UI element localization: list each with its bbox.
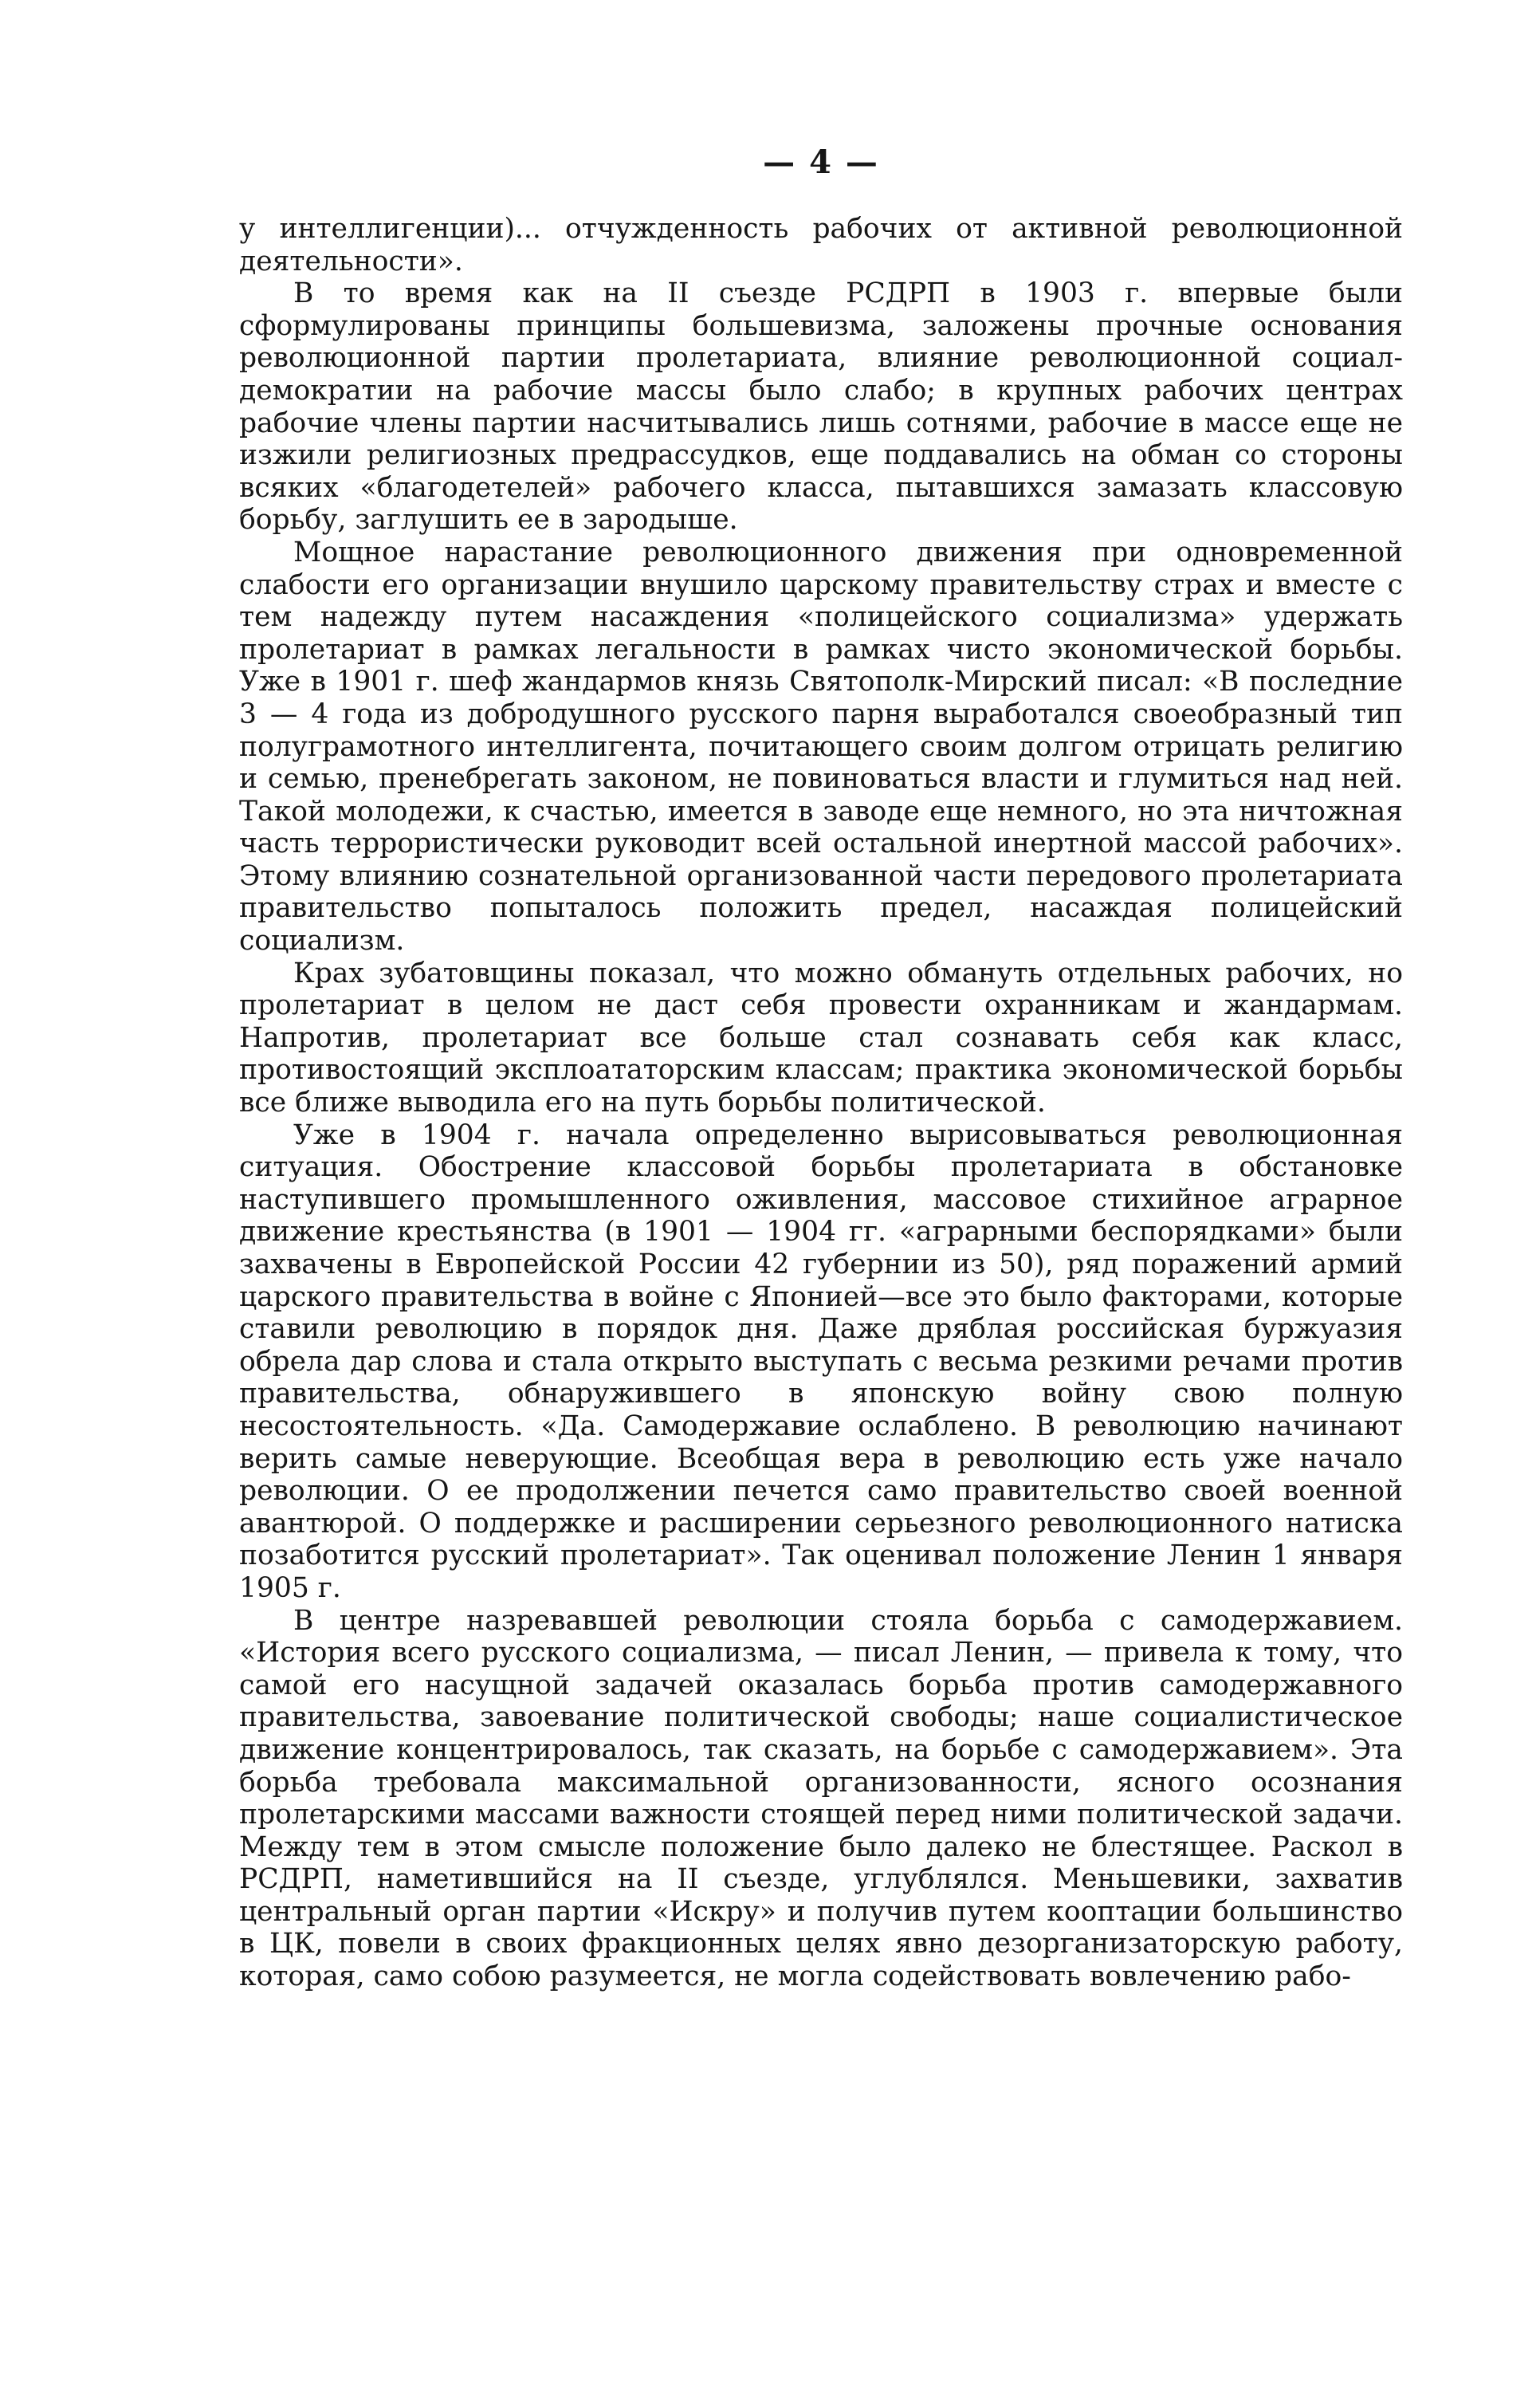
paragraph-second-congress: В то время как на II съезде РСДРП в 1903 г. впервые были сформулированы принципы большевизма, заложены прочные основания революционной партии пролетариата, влияние революционной социал-демократии на рабочие массы было слабо; в крупных рабочих центрах рабочие члены партии насчитывались лишь сотнями, рабочие в массе еще не изжили религиозных предрассудков, еще поддавались на обман со стороны всяких «благодетелей» рабочего класса, пытавшихся замазать классовую борьбу, заглушить ее в зародыше. bbox=[239, 277, 1403, 537]
document-page bbox=[239, 144, 1403, 1993]
paragraph-revolutionary-situation: Уже в 1904 г. начала определенно вырисовываться революционная ситуация. Обострение классовой борьбы пролетариата в обстановке наступившего промышленного оживления, массовое стихийное аграрное движение крестьянства (в 1901 — 1904 гг. «аграрными беспорядками» были захвачены в Европейской России 42 губернии из 50), ряд поражений армий царского правительства в войне с Японией—все это было факторами, которые ставили революцию в порядок дня. Даже дряблая российская буржуазия обрела дар слова и стала открыто выступать с весьма резкими речами против правительства, обнаружившего в японскую войну свою полную несостоятельность. «Да. Самодержавие ослаблено. В революцию начинают верить самые неверующие. Всеобщая вера в революцию есть уже начало революции. О ее продолжении печется само правительство своей военной авантюрой. О поддержке и расширении серьезного революционного натиска позаботится русский пролетариат». Так оценивал положение Ленин 1 января 1905 г. bbox=[239, 1119, 1403, 1604]
paragraph-zubatovism: Крах зубатовщины показал, что можно обмануть отдельных рабочих, но пролетариат в целом не даст себя провести охранникам и жандармам. Напротив, пролетариат все больше стал сознавать себя как класс, противостоящий эксплоататорским классам; практика экономической борьбы все ближе выводила его на путь борьбы политической. bbox=[239, 957, 1403, 1119]
page-number: — 4 — bbox=[763, 144, 879, 181]
paragraph-struggle-autocracy: В центре назревавшей революции стояла борьба с самодержавием. «История всего русского социализма, — писал Ленин, — привела к тому, что самой его насущной задачей оказалась борьба против самодержавного правительства, завоевание политической свободы; наше социалистическое движение концентрировалось, так сказать, на борьбе с самодержавием». Эта борьба требовала максимальной организованности, ясного осознания пролетарскими массами важности стоящей перед ними политической задачи. Между тем в этом смысле положение было далеко не блестящее. Раскол в РСДРП, наметившийся на II съезде, углублялся. Меньшевики, захватив центральный орган партии «Искру» и получив путем кооптации большинство в ЦК, повели в своих фракционных целях явно дезорганизаторскую работу, которая, само собою разумеется, не могла содействовать вовлечению рабо- bbox=[239, 1604, 1403, 1993]
paragraph-police-socialism: Мощное нарастание революционного движения при одновременной слабости его организации внушило царскому правительству страх и вместе с тем надежду путем насаждения «полицейского социализма» удержать пролетариат в рамках легальности в рамках чисто экономической борьбы. Уже в 1901 г. шеф жандармов князь Святополк-Мирский писал: «В последние 3 — 4 года из добродушного русского парня выработался своеобразный тип полуграмотного интеллигента, почитающего своим долгом отрицать религию и семью, пренебрегать законом, не повиноваться власти и глумиться над ней. Такой молодежи, к счастью, имеется в заводе еще немного, но эта ничтожная часть террористически руководит всей остальной инертной массой рабочих». Этому влиянию сознательной организованной части передового пролетариата правительство попыталось положить предел, насаждая полицейский социализм. bbox=[239, 536, 1403, 958]
paragraph-continuation: у интеллигенции)... отчужденность рабочих от активной революционной деятельности». bbox=[239, 213, 1403, 277]
